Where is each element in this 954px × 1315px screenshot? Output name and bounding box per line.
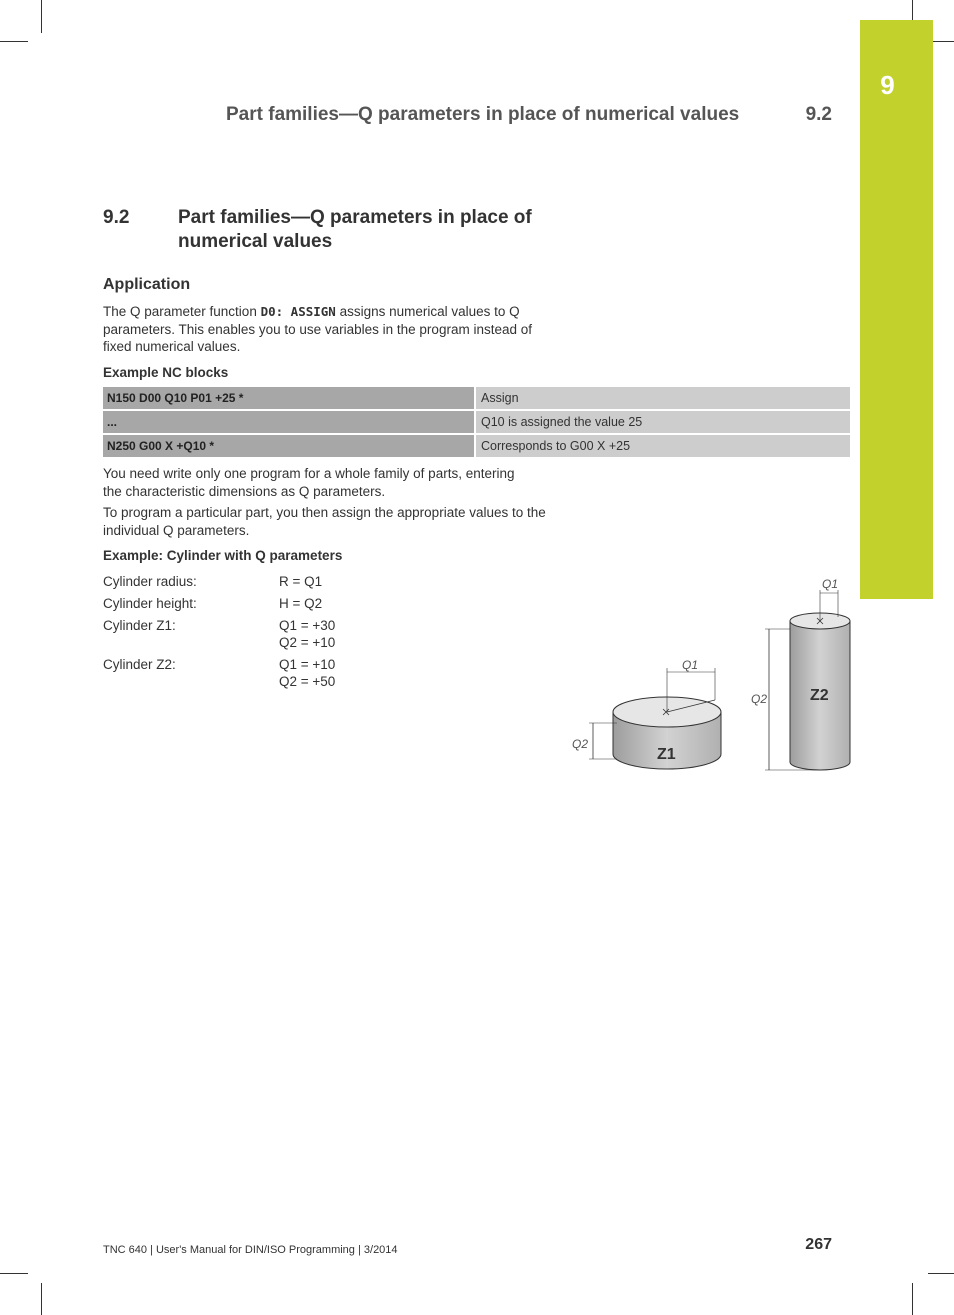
- table-row: [103, 387, 850, 409]
- nc-blocks-heading: Example NC blocks: [103, 365, 229, 380]
- parameter-label: Cylinder Z1:: [103, 618, 176, 633]
- page-number: 267: [805, 1236, 832, 1253]
- section-title-text: Part families—Q parameters in place of numerical values: [178, 207, 532, 252]
- application-heading: Application: [103, 276, 191, 293]
- nc-comment: Corresponds to G00 X +25: [476, 435, 850, 457]
- footer-text: TNC 640 | User's Manual for DIN/ISO Programming | 3/2014: [103, 1244, 398, 1256]
- parameter-value: Q1 = +30: [279, 618, 336, 633]
- function-code: D0: ASSIGN: [260, 304, 336, 319]
- parameter-value: Q2 = +10: [279, 635, 336, 650]
- section-number: 9.2: [103, 207, 130, 228]
- nc-blocks-table: [103, 387, 850, 459]
- body-paragraph-2: To program a particular part, you then assign the appropriate values to the individual Q parameters.: [103, 505, 546, 538]
- parameter-label: Cylinder radius:: [103, 574, 197, 589]
- table-row: [103, 411, 850, 433]
- running-head-title: Part families—Q parameters in place of numerical values: [226, 104, 740, 125]
- q2-label: Q2: [572, 737, 589, 751]
- q2-label: Q2: [751, 692, 768, 706]
- running-head-number: 9.2: [805, 104, 832, 125]
- chapter-number: 9: [880, 70, 895, 100]
- crop-mark: [0, 1273, 28, 1274]
- parameter-value: Q2 = +50: [279, 674, 336, 689]
- crop-mark: [928, 1273, 954, 1274]
- chapter-tab: [860, 20, 933, 599]
- parameter-value: R = Q1: [279, 574, 323, 589]
- z2-label: Z2: [810, 687, 829, 704]
- crop-mark: [0, 41, 28, 42]
- z1-label: Z1: [657, 746, 676, 763]
- crop-mark: [912, 1283, 913, 1315]
- parameter-value: Q1 = +10: [279, 657, 336, 672]
- nc-comment: Q10 is assigned the value 25: [476, 411, 850, 433]
- crop-mark: [41, 0, 42, 33]
- table-row: [103, 435, 850, 457]
- running-head: [226, 104, 832, 126]
- q1-label: Q1: [822, 577, 839, 591]
- nc-code: ...: [103, 411, 474, 433]
- nc-comment: Assign: [476, 387, 850, 409]
- cylinder-figure: [555, 572, 855, 777]
- q1-label: Q1: [682, 658, 699, 672]
- body-paragraph-1: You need write only one program for a whole family of parts, entering the characteristic dimensions as Q parameters.: [103, 466, 515, 499]
- nc-code: N150 D00 Q10 P01 +25 *: [103, 387, 474, 409]
- crop-mark: [41, 1283, 42, 1315]
- application-paragraph: [103, 303, 548, 356]
- parameter-label: Cylinder Z2:: [103, 657, 176, 672]
- crop-mark: [912, 0, 913, 20]
- application-text-start: The Q parameter function: [103, 304, 261, 319]
- application-text-end: assigns numerical values to Q parameters. This enables you to use variables in the program instead of fixed numerical values.: [103, 304, 532, 354]
- parameter-label: Cylinder height:: [103, 596, 197, 611]
- cylinder-example-heading: Example: Cylinder with Q parameters: [103, 548, 343, 563]
- parameter-value: H = Q2: [279, 596, 323, 611]
- nc-code: N250 G00 X +Q10 *: [103, 435, 474, 457]
